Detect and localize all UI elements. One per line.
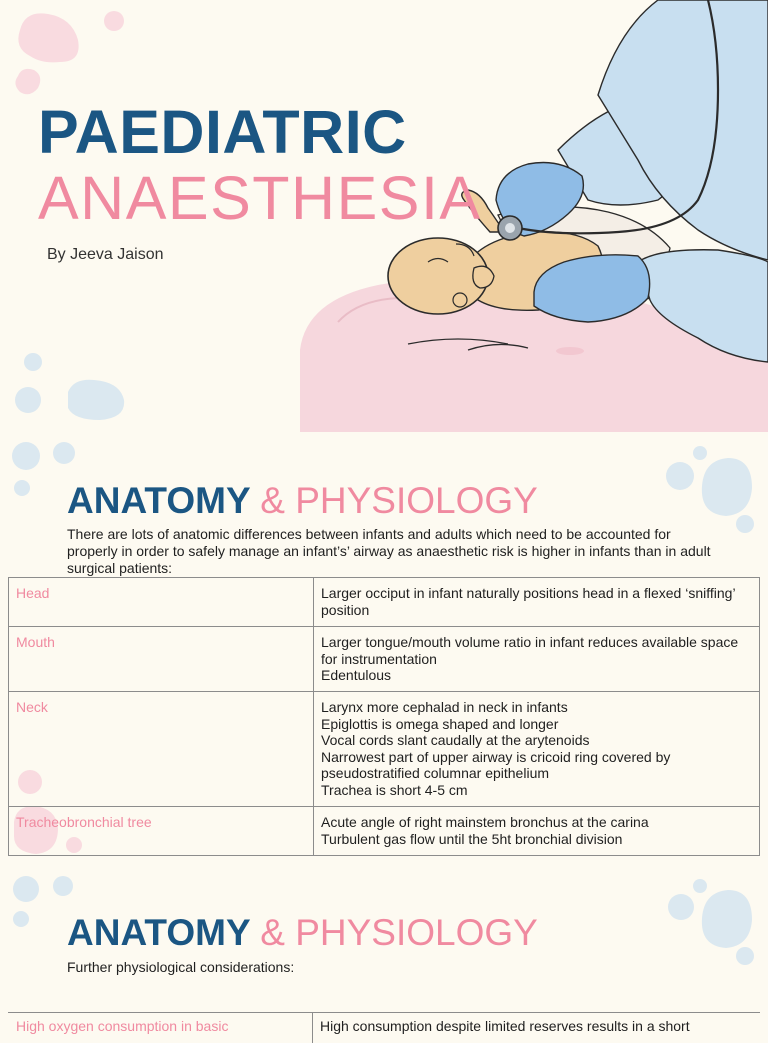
section-intro: Further physiological considerations: — [67, 959, 295, 975]
table-row-line: Trachea is short 4-5 cm — [321, 781, 468, 798]
title-line-1: PAEDIATRIC — [38, 98, 407, 166]
table-divider — [312, 1013, 313, 1043]
table-row-key: Mouth — [9, 627, 314, 692]
author-byline: By Jeeva Jaison — [47, 246, 164, 263]
table-row — [9, 627, 760, 692]
table-row-line: Larger tongue/mouth volume ratio in infant reduces available space for instrumentation — [321, 634, 739, 667]
table-row-value — [314, 807, 760, 856]
section-heading-strong: ANATOMY — [67, 480, 250, 521]
section-heading-anatomy-physiology-2 — [67, 914, 538, 951]
table-row — [9, 807, 760, 856]
table-row — [9, 578, 760, 627]
section-intro: There are lots of anatomic differences between infants and adults which need to be accounted for properly in order to safely manage an infant’s’ airway as anaesthetic risk is higher in infants than in adult surgical patients: — [67, 526, 711, 576]
table-row-line: Narrowest part of upper airway is cricoid ring covered by pseudostratified columnar epithelium — [321, 748, 671, 782]
table-row-value — [314, 578, 760, 627]
section-heading-light: & PHYSIOLOGY — [260, 912, 538, 953]
table-row-line: Vocal cords slant caudally at the arytenoids — [321, 732, 590, 749]
table-row-value: High consumption despite limited reserves results in a short — [320, 1018, 690, 1034]
section-heading-light: & PHYSIOLOGY — [260, 480, 538, 521]
table-row-value — [314, 692, 760, 807]
table-row-key: High oxygen consumption in basic — [16, 1018, 229, 1034]
table-row-key: Head — [9, 578, 314, 627]
table-row-key: Neck — [9, 692, 314, 807]
table-row-key: Tracheobronchial tree — [9, 807, 314, 856]
section-heading-strong: ANATOMY — [67, 912, 250, 953]
table-row-line: Larynx more cephalad in neck in infants — [321, 699, 568, 715]
table-row-line: Turbulent gas flow until the 5ht bronchial division — [321, 830, 623, 847]
table-row-line: Larger occiput in infant naturally positions head in a flexed ‘sniffing’ position — [321, 585, 736, 618]
table-row-value — [314, 627, 760, 692]
table-row-line: Edentulous — [321, 667, 392, 684]
table-row-partial — [8, 1012, 760, 1043]
section-heading-anatomy-physiology — [67, 482, 538, 519]
title-line-2: ANAESTHESIA — [38, 164, 482, 232]
table-row — [9, 692, 760, 807]
table-row-line: Acute angle of right mainstem bronchus at the carina — [321, 814, 649, 830]
anatomy-table — [8, 577, 760, 856]
table-row-line: Epiglottis is omega shaped and longer — [321, 715, 559, 732]
